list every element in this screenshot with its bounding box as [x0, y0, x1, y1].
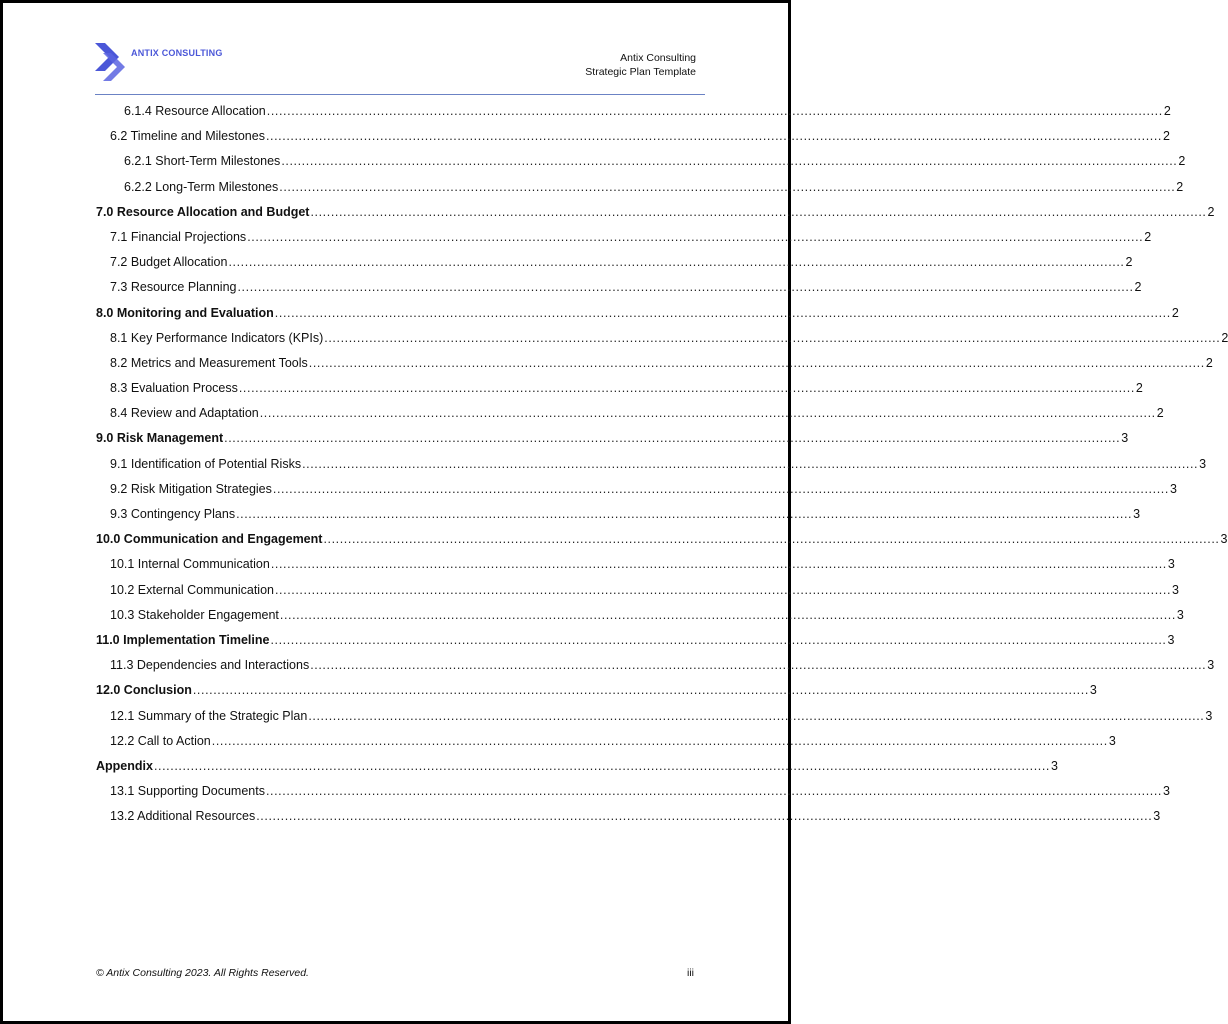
- toc-dot-leader: ............................................................................................................................................................................................................................: [279, 607, 1176, 622]
- toc-entry-page: 3: [1133, 507, 1141, 521]
- toc-entry[interactable]: [96, 628, 1175, 653]
- toc-entry-label: 11.0 Implementation Timeline: [96, 632, 270, 647]
- header-document-title: Strategic Plan Template: [585, 66, 696, 78]
- toc-entry-label: 8.1 Key Performance Indicators (KPIs): [110, 330, 324, 345]
- toc-entry-page: 2: [1207, 204, 1215, 219]
- toc-entry-page: 2: [1163, 104, 1171, 118]
- company-logo: [93, 41, 223, 83]
- toc-entry[interactable]: [96, 552, 1175, 577]
- toc-entry-label: 6.1.4 Resource Allocation: [124, 104, 266, 118]
- footer-page-number: iii: [687, 967, 694, 979]
- toc-entry-page: 3: [1207, 658, 1215, 673]
- toc-entry-label: 8.2 Metrics and Measurement Tools: [110, 355, 308, 370]
- toc-entry-page: 3: [1121, 431, 1129, 446]
- toc-entry[interactable]: [96, 704, 1213, 729]
- footer-copyright: © Antix Consulting 2023. All Rights Reserved.: [96, 967, 309, 979]
- toc-entry[interactable]: [96, 225, 1152, 250]
- toc-entry-label: 10.0 Communication and Engagement: [96, 532, 323, 547]
- chevron-logo-icon: [93, 41, 129, 83]
- toc-entry-page: 3: [1172, 582, 1179, 597]
- toc-dot-leader: ............................................................................................................................................................................................................................: [302, 456, 1199, 471]
- toc-entry-label: 7.0 Resource Allocation and Budget: [96, 204, 310, 219]
- toc-dot-leader: ............................................................................................................................................................................................................................: [238, 381, 1135, 396]
- toc-dot-leader: ............................................................................................................................................................................................................................: [272, 481, 1169, 496]
- toc-entry-page: 2: [1178, 154, 1186, 169]
- toc-entry-page: 2: [1134, 280, 1142, 295]
- toc-dot-leader: ............................................................................................................................................................................................................................: [308, 708, 1205, 723]
- toc-entry[interactable]: [96, 426, 1129, 451]
- toc-entry-label: 12.2 Call to Action: [110, 733, 211, 748]
- toc-entry[interactable]: [96, 678, 1097, 703]
- toc-entry[interactable]: [96, 452, 1207, 477]
- toc-entry-page: 3: [1163, 784, 1170, 799]
- toc-entry-label: 10.3 Stakeholder Engagement: [110, 607, 279, 622]
- toc-entry-label: 6.2.1 Short-Term Milestones: [124, 154, 281, 169]
- toc-entry-label: 12.0 Conclusion: [96, 683, 192, 698]
- toc-entry-page: 3: [1199, 456, 1207, 471]
- toc-entry[interactable]: [96, 124, 1170, 149]
- toc-entry-label: 10.1 Internal Communication: [110, 557, 270, 572]
- toc-dot-leader: ............................................................................................................................................................................................................................: [324, 330, 1221, 345]
- toc-entry-label: 9.3 Contingency Plans: [110, 507, 236, 521]
- toc-entry-page: 3: [1220, 532, 1228, 547]
- toc-entry[interactable]: [96, 149, 1186, 174]
- toc-dot-leader: ............................................................................................................................................................................................................................: [237, 280, 1134, 295]
- logo-text: ANTIX CONSULTING: [131, 48, 223, 58]
- toc-dot-leader: ............................................................................................................................................................................................................................: [265, 129, 1162, 144]
- toc-dot-leader: ............................................................................................................................................................................................................................: [192, 683, 1089, 698]
- toc-entry-label: 9.0 Risk Management: [96, 431, 224, 446]
- toc-entry-label: 10.2 External Communication: [110, 582, 274, 597]
- toc-entry-page: 2: [1163, 129, 1170, 144]
- toc-entry-label: 8.4 Review and Adaptation: [110, 406, 259, 421]
- toc-entry-page: 3: [1205, 708, 1213, 723]
- table-of-contents: [96, 99, 1228, 829]
- toc-entry-page: 2: [1125, 255, 1133, 270]
- toc-entry[interactable]: [96, 200, 1215, 225]
- toc-entry-page: 3: [1051, 758, 1058, 773]
- toc-entry[interactable]: [96, 578, 1179, 603]
- toc-entry[interactable]: [96, 754, 1058, 779]
- toc-dot-leader: ............................................................................................................................................................................................................................: [274, 305, 1171, 320]
- toc-dot-leader: ............................................................................................................................................................................................................................: [279, 179, 1176, 194]
- toc-dot-leader: ............................................................................................................................................................................................................................: [259, 406, 1156, 421]
- toc-entry-label: 7.1 Financial Projections: [110, 229, 247, 244]
- toc-entry-page: 3: [1167, 557, 1175, 572]
- toc-entry-page: 2: [1135, 381, 1143, 396]
- toc-entry-label: 9.2 Risk Mitigation Strategies: [110, 481, 272, 496]
- toc-entry-page: 2: [1221, 330, 1228, 345]
- toc-entry[interactable]: [96, 99, 1171, 124]
- toc-entry-label: 9.1 Identification of Potential Risks: [110, 456, 302, 471]
- toc-dot-leader: ............................................................................................................................................................................................................................: [270, 557, 1167, 572]
- toc-entry[interactable]: [96, 301, 1179, 326]
- toc-dot-leader: ............................................................................................................................................................................................................................: [266, 104, 1163, 118]
- toc-entry[interactable]: [96, 804, 1161, 829]
- toc-entry-label: 12.1 Summary of the Strategic Plan: [110, 708, 308, 723]
- toc-entry-label: 8.0 Monitoring and Evaluation: [96, 305, 274, 320]
- toc-entry-label: 7.2 Budget Allocation: [110, 255, 228, 270]
- toc-dot-leader: ............................................................................................................................................................................................................................: [274, 582, 1172, 597]
- toc-dot-leader: ............................................................................................................................................................................................................................: [211, 733, 1108, 748]
- toc-entry[interactable]: [96, 779, 1170, 804]
- toc-entry[interactable]: [96, 326, 1228, 351]
- toc-entry-label: Appendix: [96, 758, 153, 773]
- toc-dot-leader: ............................................................................................................................................................................................................................: [153, 758, 1050, 773]
- toc-entry-page: 3: [1169, 481, 1177, 496]
- toc-entry-label: 6.2.2 Long-Term Milestones: [124, 179, 279, 194]
- toc-entry[interactable]: [96, 376, 1143, 401]
- toc-dot-leader: ............................................................................................................................................................................................................................: [265, 784, 1163, 799]
- toc-dot-leader: ............................................................................................................................................................................................................................: [256, 809, 1153, 824]
- toc-dot-leader: ............................................................................................................................................................................................................................: [224, 431, 1121, 446]
- toc-entry-page: 2: [1171, 305, 1179, 320]
- toc-entry[interactable]: [96, 351, 1213, 376]
- toc-entry-page: 2: [1144, 229, 1152, 244]
- toc-dot-leader: ............................................................................................................................................................................................................................: [323, 532, 1220, 547]
- toc-entry[interactable]: [96, 477, 1177, 502]
- toc-entry-label: 13.1 Supporting Documents: [110, 784, 265, 799]
- toc-dot-leader: ............................................................................................................................................................................................................................: [310, 658, 1207, 673]
- toc-entry-page: 2: [1176, 179, 1184, 194]
- toc-entry-page: 2: [1205, 355, 1213, 370]
- toc-entry[interactable]: [96, 275, 1142, 300]
- toc-dot-leader: ............................................................................................................................................................................................................................: [236, 507, 1133, 521]
- toc-dot-leader: ............................................................................................................................................................................................................................: [270, 632, 1167, 647]
- toc-entry[interactable]: [96, 250, 1133, 275]
- toc-entry-page: 3: [1089, 683, 1097, 698]
- toc-entry-label: 11.3 Dependencies and Interactions: [110, 658, 310, 673]
- header-divider: [95, 94, 705, 95]
- toc-entry-label: 7.3 Resource Planning: [110, 280, 237, 295]
- toc-entry-page: 2: [1156, 406, 1164, 421]
- toc-entry-page: 3: [1108, 733, 1116, 748]
- toc-dot-leader: ............................................................................................................................................................................................................................: [247, 229, 1144, 244]
- toc-entry-page: 3: [1176, 607, 1184, 622]
- toc-entry[interactable]: [96, 175, 1184, 200]
- toc-entry-page: 3: [1153, 809, 1161, 824]
- toc-entry-label: 6.2 Timeline and Milestones: [110, 129, 265, 144]
- toc-entry-page: 3: [1167, 632, 1175, 647]
- toc-entry-label: 8.3 Evaluation Process: [110, 381, 238, 396]
- toc-dot-leader: ............................................................................................................................................................................................................................: [228, 255, 1125, 270]
- toc-entry[interactable]: [96, 401, 1164, 426]
- toc-dot-leader: ............................................................................................................................................................................................................................: [281, 154, 1178, 169]
- toc-entry[interactable]: [96, 527, 1228, 552]
- header-company: Antix Consulting: [620, 52, 696, 64]
- toc-entry[interactable]: [96, 653, 1215, 678]
- toc-dot-leader: ............................................................................................................................................................................................................................: [310, 204, 1207, 219]
- toc-entry[interactable]: [96, 502, 1141, 527]
- toc-entry[interactable]: [96, 603, 1184, 628]
- toc-dot-leader: ............................................................................................................................................................................................................................: [308, 355, 1205, 370]
- toc-entry-label: 13.2 Additional Resources: [110, 809, 256, 824]
- toc-entry[interactable]: [96, 729, 1116, 754]
- page-header: [585, 51, 696, 79]
